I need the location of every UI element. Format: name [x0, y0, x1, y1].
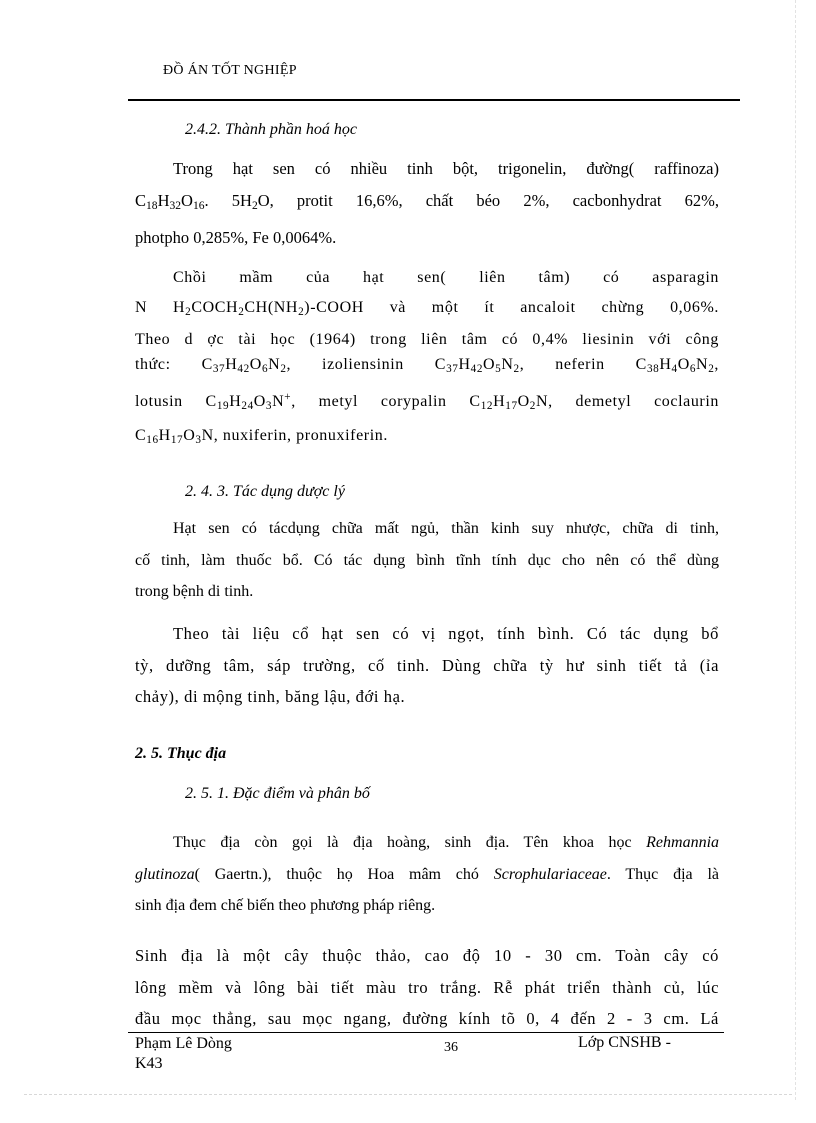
- footer-author: [135, 1034, 232, 1074]
- text-line: Theo d ợc tài học (1964) trong liên tâm có 0,4% liesinin với công: [135, 331, 719, 348]
- text-line: sinh địa đem chế biến theo phương pháp riêng.: [135, 897, 436, 914]
- text-line: Theo tài liệu cổ hạt sen có vị ngọt, tính bình. Có tác dụng bổ: [173, 624, 719, 643]
- text-line: thức: $C_{37}H_{42}O_6N_2$, izoliensinin $C_{37}H_{42}O_5N_2$, neferin $C_{38}H_4O_6N_2$,: [135, 356, 720, 375]
- paragraph-pharmacology: [135, 513, 719, 608]
- page-number: 36: [444, 1040, 458, 1055]
- section-heading-2-4-2: 2.4.2. Thành phần hoá học: [185, 121, 357, 138]
- text-line: lông mềm và lông bài tiết màu tro trắng. Rễ phát triển thành củ, lúc: [135, 977, 719, 997]
- section-heading-2-5-1: 2. 5. 1. Đặc điểm và phân bố: [185, 785, 370, 802]
- paragraph-lotus-seed-alkaloids: [135, 263, 719, 455]
- paragraph-traditional-use: [135, 618, 719, 713]
- text-line: Chồi mầm của hạt sen( liên tâm) có asparagin: [173, 269, 719, 286]
- text-line: Trong hạt sen có nhiều tinh bột, trigonelin, đường( raffinoza): [173, 159, 719, 178]
- section-heading-2-5: 2. 5. Thục địa: [135, 745, 227, 762]
- text-line: $C_{18}H_{32}O_{16}$. $5H_2O$, protit 16,6%, chất béo 2%, cacbonhydrat 62%,: [135, 190, 720, 212]
- paragraph-composition: [135, 153, 719, 254]
- footer-author-name: Phạm Lê Dòng: [135, 1035, 232, 1052]
- page-edge-right: [795, 0, 796, 1100]
- text-line: N $H_2COCH_2CH(NH_2)$-COOH và một ít ancaloit chừng 0,06%.: [135, 299, 719, 318]
- section-heading-2-4-3: 2. 4. 3. Tác dụng dược lý: [185, 483, 345, 500]
- text-line: photpho 0,285%, Fe 0,0064%.: [135, 228, 337, 247]
- page-edge-bottom: [24, 1094, 792, 1095]
- footer-class: Lớp CNSHB -: [578, 1034, 671, 1051]
- text-line: glutinoza( Gaertn.), thuộc họ Hoa mâm chó Scrophulariaceae. Thục địa là: [135, 865, 720, 883]
- paragraph-rehmannia-intro: [135, 827, 719, 922]
- text-line: trong bệnh di tinh.: [135, 583, 254, 600]
- text-line: lotusin $C_{19}H_{24}O_3N^+$, metyl corypalin $C_{12}H_{17}O_2N$, demetyl coclaurin: [135, 391, 719, 412]
- paragraph-rehmannia-description: [135, 940, 719, 1035]
- text-line: đầu mọc thẳng, sau mọc ngang, đường kính tõ 0, 4 đến 2 - 3 cm. Lá: [135, 1009, 719, 1028]
- text-line: Sinh địa là một cây thuộc thảo, cao độ 10 - 30 cm. Toàn cây có: [135, 946, 719, 965]
- footer-divider: [128, 1032, 724, 1033]
- page-header-title: ĐỒ ÁN TỐT NGHIỆP: [163, 63, 297, 78]
- text-line: chảy), di mộng tinh, băng lậu, đới hạ.: [135, 687, 406, 706]
- text-line: $C_{16}H_{17}O_3N$, nuxiferin, pronuxiferin.: [135, 427, 388, 446]
- text-line: Hạt sen có tácdụng chữa mất ngủ, thần kinh suy nhược, chữa di tinh,: [173, 520, 719, 537]
- text-line: Thục địa còn gọi là địa hoàng, sinh địa. Tên khoa học Rehmannia: [173, 834, 720, 851]
- text-line: tỳ, dưỡng tâm, sáp trường, cố tinh. Dùng chữa tỳ hư sinh tiết tả (ỉa: [135, 655, 719, 675]
- header-divider: [128, 99, 740, 101]
- footer-author-cohort: K43: [135, 1055, 163, 1072]
- text-line: cố tinh, làm thuốc bổ. Có tác dụng bình tĩnh tính dục cho nên có thể dùng: [135, 551, 719, 569]
